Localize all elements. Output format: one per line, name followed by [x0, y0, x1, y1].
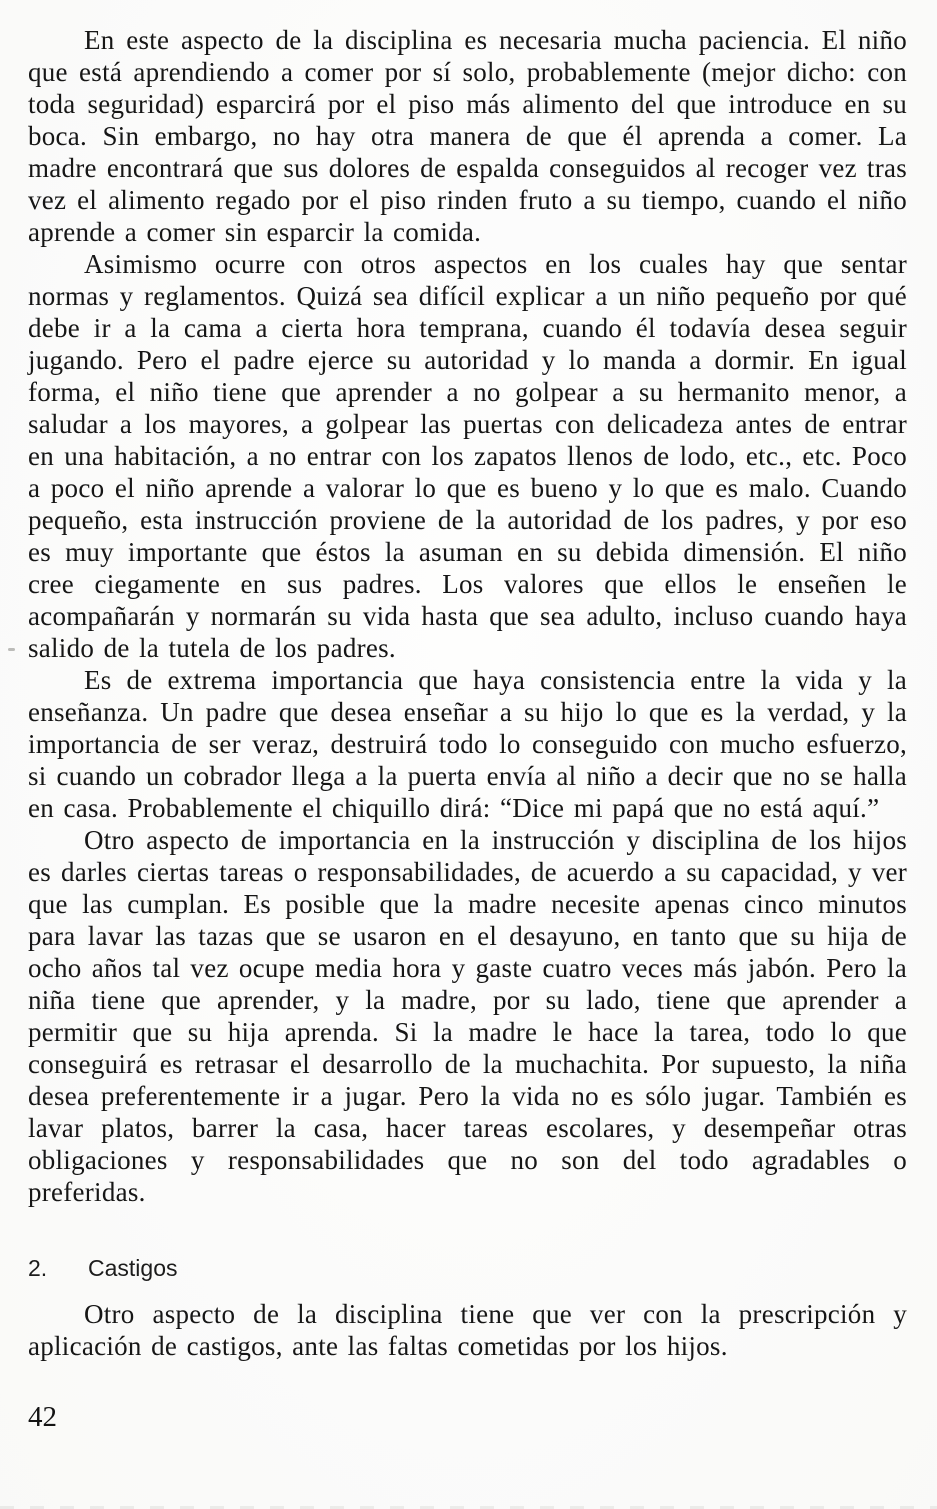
section-title: Castigos	[88, 1255, 178, 1281]
section-heading	[28, 1254, 907, 1282]
scan-artifact	[8, 648, 15, 651]
body-paragraph: En este aspecto de la disciplina es necesaria mucha paciencia. El niño que está aprendiendo a comer por sí solo, probablemente (mejor dicho: con toda seguridad) esparcirá por el piso más alimento del que introduce en su boca. Sin embargo, no hay otra manera de que él aprenda a comer. La madre encontrará que sus dolores de espalda conseguidos al recoger vez tras vez el alimento regado por el piso rinden fruto a su tiempo, cuando el niño aprende a comer sin esparcir la comida.	[28, 25, 907, 247]
section-number: 2.	[28, 1255, 48, 1281]
body-paragraph: Otro aspecto de importancia en la instrucción y disciplina de los hijos es darles ciertas tareas o responsabilidades, de acuerdo a su capacidad, y ver que las cumplan. Es posible que la madre necesite apenas cinco minutos para lavar las tazas que se usaron en el desayuno, en tanto que su hija de ocho años tal vez ocupe media hora y gaste cuatro veces más jabón. Pero la niña tiene que aprender, y la madre, por su lado, tiene que aprender a permitir que su hija aprenda. Si la madre le hace la tarea, todo lo que conseguirá es retrasar el desarrollo de la muchachita. Por supuesto, la niña desea preferentemente ir a jugar. Pero la vida no es sólo jugar. También es lavar platos, barrer la casa, hacer tareas escolares, y desempeñar otras obligaciones y responsabilidades que no son del todo agradables o preferidas.	[28, 825, 907, 1207]
section-text-block	[28, 1298, 907, 1362]
body-paragraph: Asimismo ocurre con otros aspectos en los cuales hay que sentar normas y reglamentos. Quizá sea difícil explicar a un niño pequeño por qué debe ir a la cama a cierta hora temprana, cuando él todavía desea seguir jugando. Pero el padre ejerce su autoridad y lo manda a dormir. En igual forma, el niño tiene que aprender a no golpear a su hermanito menor, a saludar a los mayores, a golpear las puertas con delicadeza antes de entrar en una habitación, a no entrar con los zapatos llenos de lodo, etc., etc. Poco a poco el niño aprende a valorar lo que es bueno y lo que es malo. Cuando pequeño, esta instrucción proviene de la autoridad de los padres, y por eso es muy importante que éstos la asuman en su debida dimensión. El niño cree ciegamente en sus padres. Los valores que ellos le enseñen le acompañarán y normarán su vida hasta que sea adulto, incluso cuando haya salido de la tutela de los padres.	[28, 249, 907, 663]
page-number: 42	[28, 1401, 57, 1433]
body-paragraph: Es de extrema importancia que haya consistencia entre la vida y la enseñanza. Un padre que desea enseñar a su hijo lo que es la verdad, y la importancia de ser veraz, destruirá todo lo conseguido con mucho esfuerzo, si cuando un cobrador llega a la puerta envía al niño a decir que no se halla en casa. Probablemente el chiquillo dirá: “Dice mi papá que no está aquí.”	[28, 665, 907, 823]
body-paragraph: Otro aspecto de la disciplina tiene que ver con la prescripción y aplicación de castigos, ante las faltas cometidas por los hijos.	[28, 1299, 907, 1361]
main-text-block	[28, 24, 907, 1208]
